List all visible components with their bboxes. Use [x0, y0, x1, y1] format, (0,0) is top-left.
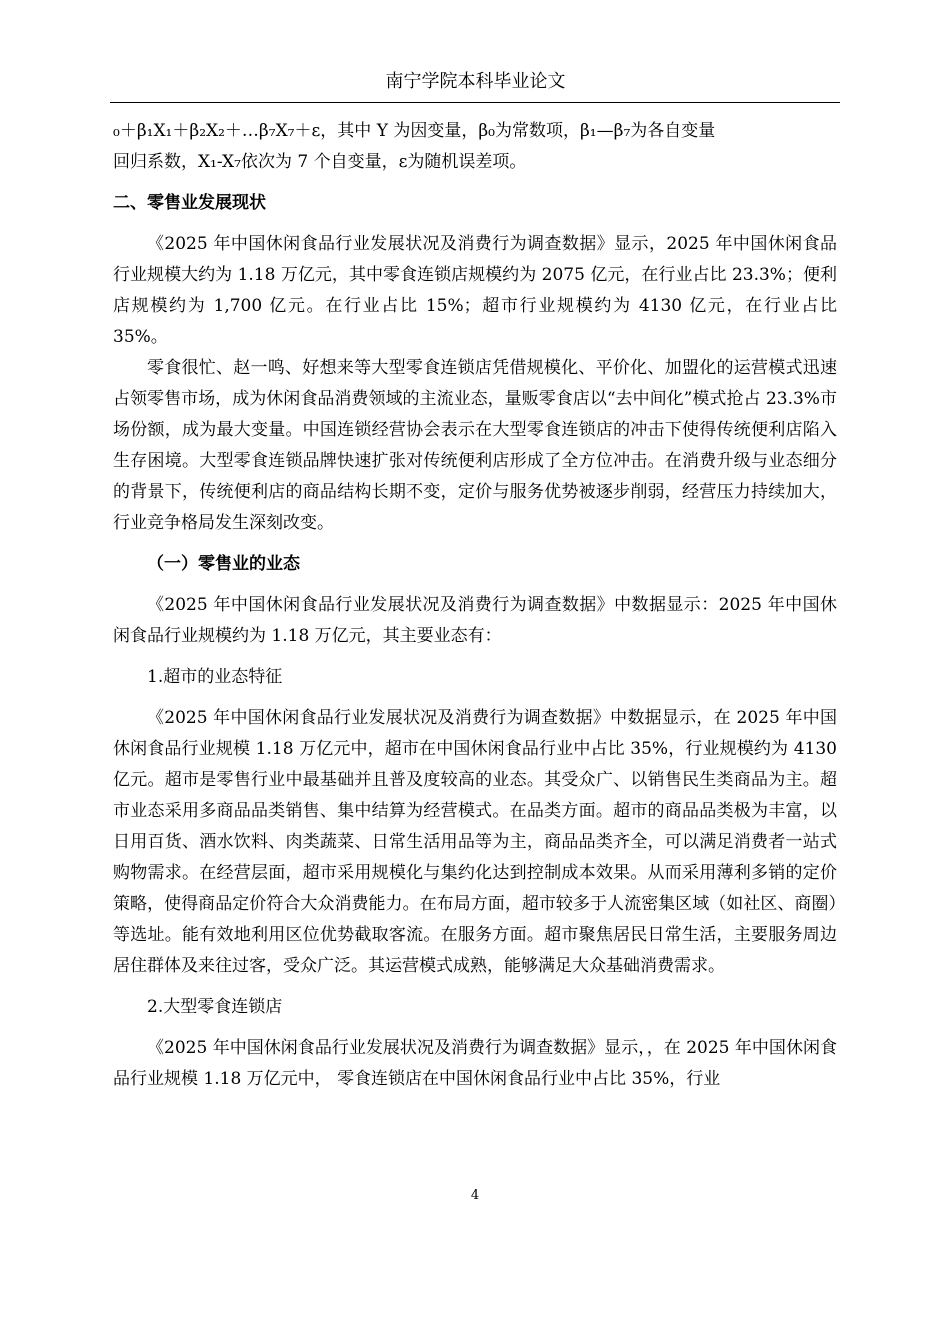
- item-heading: 1.超市的业态特征: [147, 667, 283, 687]
- paragraph: 《2025 年中国休闲食品行业发展状况及消费行为调查数据》显示，，在 2025 年中国休闲食品行业规模 1.18 万亿元中， 零食连锁店在中国休闲食品行业中占比 35%，行业: [113, 1038, 837, 1089]
- item-heading: 2.大型零食连锁店: [147, 997, 283, 1017]
- section-heading: 二、零售业发展现状: [113, 193, 266, 213]
- paragraph: 零食很忙、赵一鸣、好想来等大型零食连锁店凭借规模化、平价化、加盟化的运营模式迅速占领零售市场，成为休闲食品消费领域的主流业态，量贩零食店以“去中间化”模式抢占 23.3%市场份额，成为最大变量。中国连锁经营协会表示在大型零食连锁店的冲击下使得传统便利店陷入生存困境。大型零食连锁品牌快速扩张对传统便利店形成了全方位冲击。在消费升级与业态细分的背景下，传统便利店的商品结构长期不变，定价与服务优势被逐步削弱，经营压力持续加大，行业竞争格局发生深刻改变。: [113, 358, 837, 533]
- page-number: 4: [470, 1188, 480, 1203]
- subsection-heading: （一）零售业的业态: [147, 554, 300, 574]
- regression-formula-line: ₀＋β₁X₁＋β₂X₂＋…β₇X₇＋ε，其中 Y 为因变量，β₀为常数项，β₁—β₇为各自变量: [113, 121, 716, 141]
- paragraph: 《2025 年中国休闲食品行业发展状况及消费行为调查数据》中数据显示，在 2025 年中国休闲食品行业规模 1.18 万亿元中，超市在中国休闲食品行业中占比 35%，行业规模约为 4130 亿元。超市是零售行业中最基础并且普及度较高的业态。其受众广、以销售民生类商品为主。超市业态采用多商品品类销售、集中结算为经营模式。在品类方面。超市的商品品类极为丰富，以日用百货、酒水饮料、肉类蔬菜、日常生活用品等为主，商品品类齐全，可以满足消费者一站式购物需求。在经营层面，超市采用规模化与集约化达到控制成本效果。从而采用薄利多销的定价策略，使得商品定价符合大众消费能力。在布局方面，超市较多于人流密集区域（如社区、商圈）等选址。能有效地利用区位优势截取客流。在服务方面。超市聚焦居民日常生活，主要服务周边居住群体及来往过客，受众广泛。其运营模式成熟，能够满足大众基础消费需求。: [113, 708, 837, 976]
- page-header: 南宁学院本科毕业论文: [385, 71, 566, 92]
- header-divider: [110, 102, 840, 103]
- paragraph: 《2025 年中国休闲食品行业发展状况及消费行为调查数据》显示，2025 年中国休闲食品行业规模大约为 1.18 万亿元，其中零食连锁店规模约为 2075 亿元，在行业占比 23.3%；便利店规模约为 1,700 亿元。在行业占比 15%；超市行业规模约为 4130 亿元，在行业占比 35%。: [113, 234, 837, 347]
- regression-formula-continuation: 回归系数，X₁-X₇依次为 7 个自变量，ε为随机误差项。: [113, 152, 527, 172]
- paragraph: 《2025 年中国休闲食品行业发展状况及消费行为调查数据》中数据显示：2025 年中国休闲食品行业规模约为 1.18 万亿元，其主要业态有：: [113, 595, 837, 646]
- document-body: [113, 116, 837, 1095]
